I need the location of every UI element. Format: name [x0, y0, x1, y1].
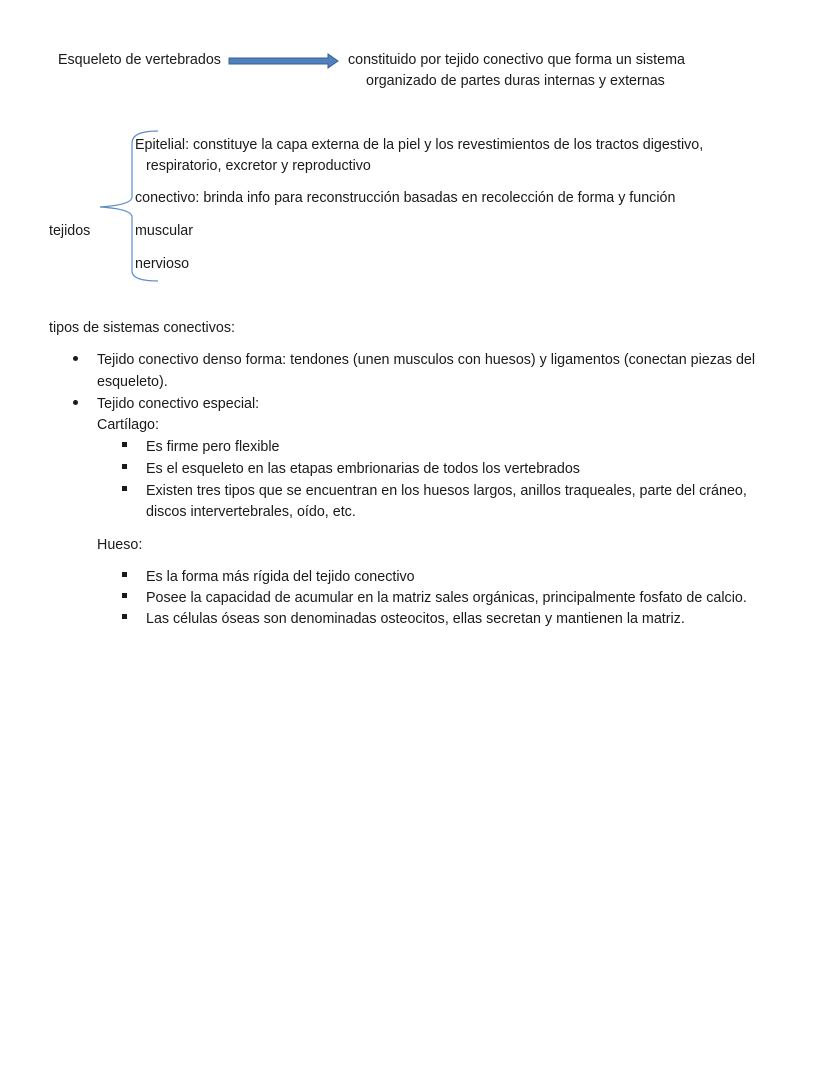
- sistemas-heading: tipos de sistemas conectivos:: [49, 320, 235, 336]
- tejido-epitelial-line-2: respiratorio, excretor y reproductivo: [146, 158, 371, 174]
- cartilago-item-2: Es el esqueleto en las etapas embrionarias de todos los vertebrados: [146, 461, 580, 477]
- tejido-conectivo: conectivo: brinda info para reconstrucción basadas en recolección de forma y función: [135, 190, 676, 206]
- square-bullet-icon: [122, 464, 127, 469]
- definition-line-2: organizado de partes duras internas y externas: [366, 73, 665, 89]
- tejidos-label: tejidos: [49, 223, 91, 239]
- hueso-item-3: Las células óseas son denominadas osteocitos, ellas secretan y mantienen la matriz.: [146, 611, 685, 627]
- right-arrow-icon: [228, 53, 340, 69]
- denso-line-1: Tejido conectivo denso forma: tendones (unen musculos con huesos) y ligamentos (conectan piezas del: [97, 352, 756, 368]
- definition-line-1: constituido por tejido conectivo que forma un sistema: [348, 52, 685, 68]
- square-bullet-icon: [122, 572, 127, 577]
- hueso-heading: Hueso:: [97, 537, 143, 553]
- cartilago-item-3-line-2: discos intervertebrales, oído, etc.: [146, 504, 356, 520]
- tejido-muscular: muscular: [135, 223, 193, 239]
- bullet-dot-icon: [73, 356, 78, 361]
- bullet-dot-icon: [73, 400, 78, 405]
- denso-line-2: esqueleto).: [97, 374, 168, 390]
- tejido-nervioso: nervioso: [135, 256, 190, 272]
- cartilago-heading: Cartílago:: [97, 417, 159, 433]
- especial-item: Tejido conectivo especial:: [97, 396, 260, 412]
- cartilago-item-1: Es firme pero flexible: [146, 439, 280, 455]
- square-bullet-icon: [122, 486, 127, 491]
- tejido-epitelial-line-1: Epitelial: constituye la capa externa de la piel y los revestimientos de los tractos digestivo,: [135, 137, 704, 153]
- hueso-item-1: Es la forma más rígida del tejido conectivo: [146, 569, 415, 585]
- cartilago-item-3-line-1: Existen tres tipos que se encuentran en los huesos largos, anillos traqueales, parte del cráneo,: [146, 483, 747, 499]
- square-bullet-icon: [122, 442, 127, 447]
- square-bullet-icon: [122, 614, 127, 619]
- esqueleto-label: Esqueleto de vertebrados: [58, 52, 221, 68]
- hueso-item-2: Posee la capacidad de acumular en la matriz sales orgánicas, principalmente fosfato de calcio.: [146, 590, 747, 606]
- square-bullet-icon: [122, 593, 127, 598]
